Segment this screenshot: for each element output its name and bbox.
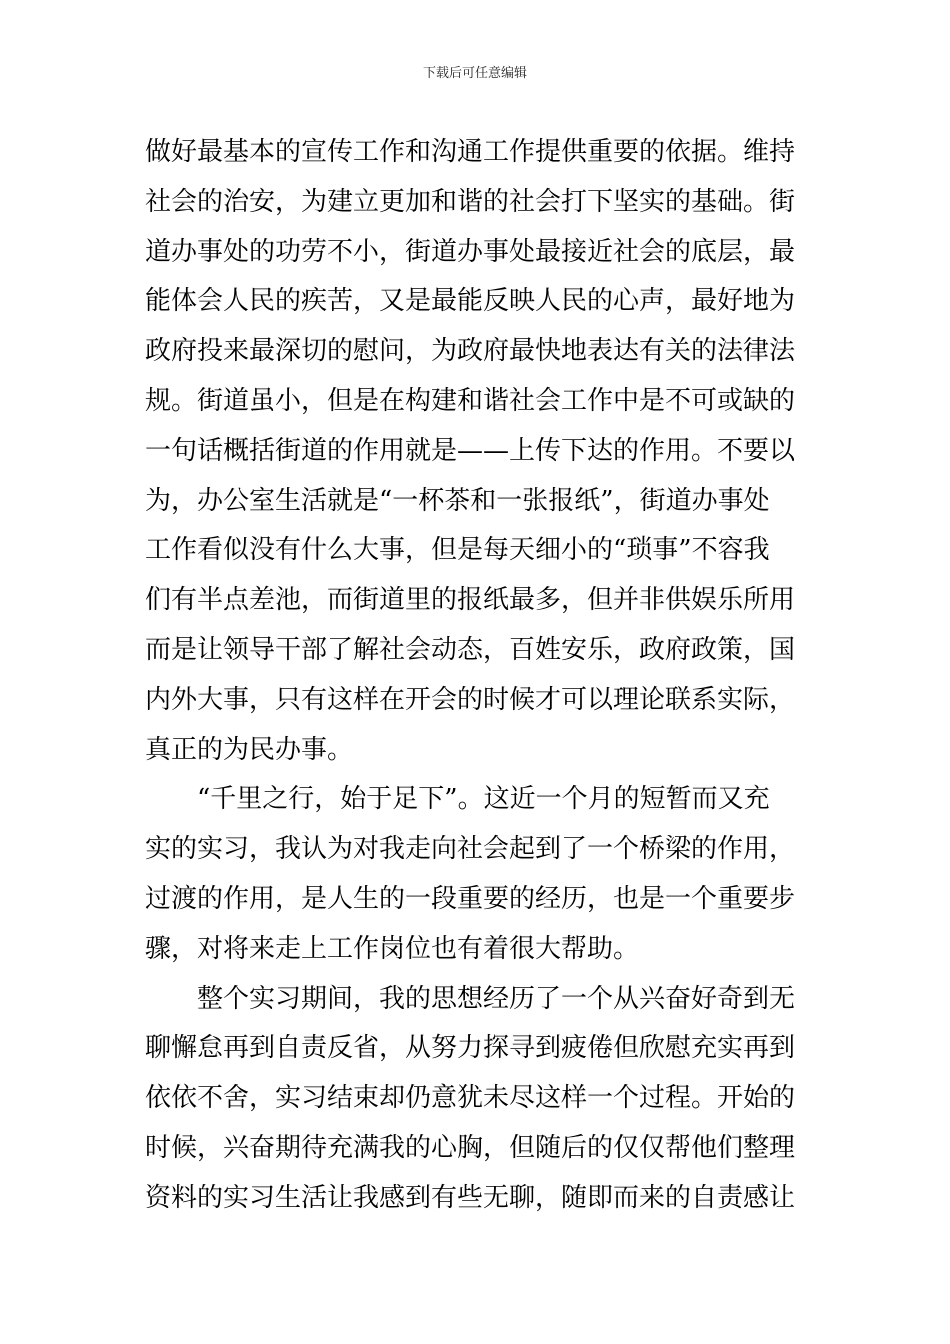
text-line: 工作看似没有什么大事，但是每天细小的“琐事”不容我 bbox=[145, 535, 770, 566]
text-line: 聊懈怠再到自责反省，从努力探寻到疲倦但欣慰充实再到 bbox=[145, 1033, 796, 1064]
text-line: 骤，对将来走上工作岗位也有着很大帮助。 bbox=[145, 933, 640, 964]
document-body bbox=[145, 128, 815, 1224]
paragraph-3 bbox=[145, 975, 815, 1224]
text-line: 实的实习，我认为对我走向社会起到了一个桥梁的作用， bbox=[145, 834, 796, 865]
text-line: 做好最基本的宣传工作和沟通工作提供重要的依据。维持 bbox=[145, 137, 796, 167]
text-line: “千里之行，始于足下”。这近一个月的短暂而又充 bbox=[145, 784, 770, 815]
page-header: 下载后可任意编辑 bbox=[422, 66, 527, 81]
text-line: 资料的实习生活让我感到有些无聊，随即而来的自责感让 bbox=[145, 1182, 796, 1213]
text-line: 依依不舍，实习结束却仍意犹未尽这样一个过程。开始的 bbox=[145, 1083, 796, 1114]
text-line: 社会的治安，为建立更加和谐的社会打下坚实的基础。街 bbox=[145, 186, 796, 217]
paragraph-2 bbox=[145, 775, 815, 974]
text-line: 整个实习期间，我的思想经历了一个从兴奋好奇到无 bbox=[145, 983, 796, 1014]
text-line: 过渡的作用，是人生的一段重要的经历，也是一个重要步 bbox=[145, 883, 796, 914]
text-line: 一句话概括街道的作用就是——上传下达的作用。不要以 bbox=[145, 435, 796, 466]
text-line: 为，办公室生活就是“一杯茶和一张报纸”，街道办事处 bbox=[145, 485, 770, 516]
text-line: 政府投来最深切的慰问，为政府最快地表达有关的法律法 bbox=[145, 336, 796, 367]
text-line: 道办事处的功劳不小，街道办事处最接近社会的底层，最 bbox=[145, 236, 796, 267]
text-line: 内外大事，只有这样在开会的时候才可以理论联系实际， bbox=[145, 684, 796, 715]
text-line: 们有半点差池，而街道里的报纸最多，但并非供娱乐所用 bbox=[145, 585, 796, 616]
text-line: 而是让领导干部了解社会动态，百姓安乐，政府政策，国 bbox=[145, 634, 796, 665]
text-line: 真正的为民办事。 bbox=[145, 734, 354, 765]
text-line: 能体会人民的疾苦，又是最能反映人民的心声，最好地为 bbox=[145, 286, 796, 317]
text-line: 规。街道虽小，但是在构建和谐社会工作中是不可或缺的 bbox=[145, 385, 796, 416]
text-line: 时候，兴奋期待充满我的心胸，但随后的仅仅帮他们整理 bbox=[145, 1132, 796, 1163]
paragraph-1 bbox=[145, 128, 815, 775]
